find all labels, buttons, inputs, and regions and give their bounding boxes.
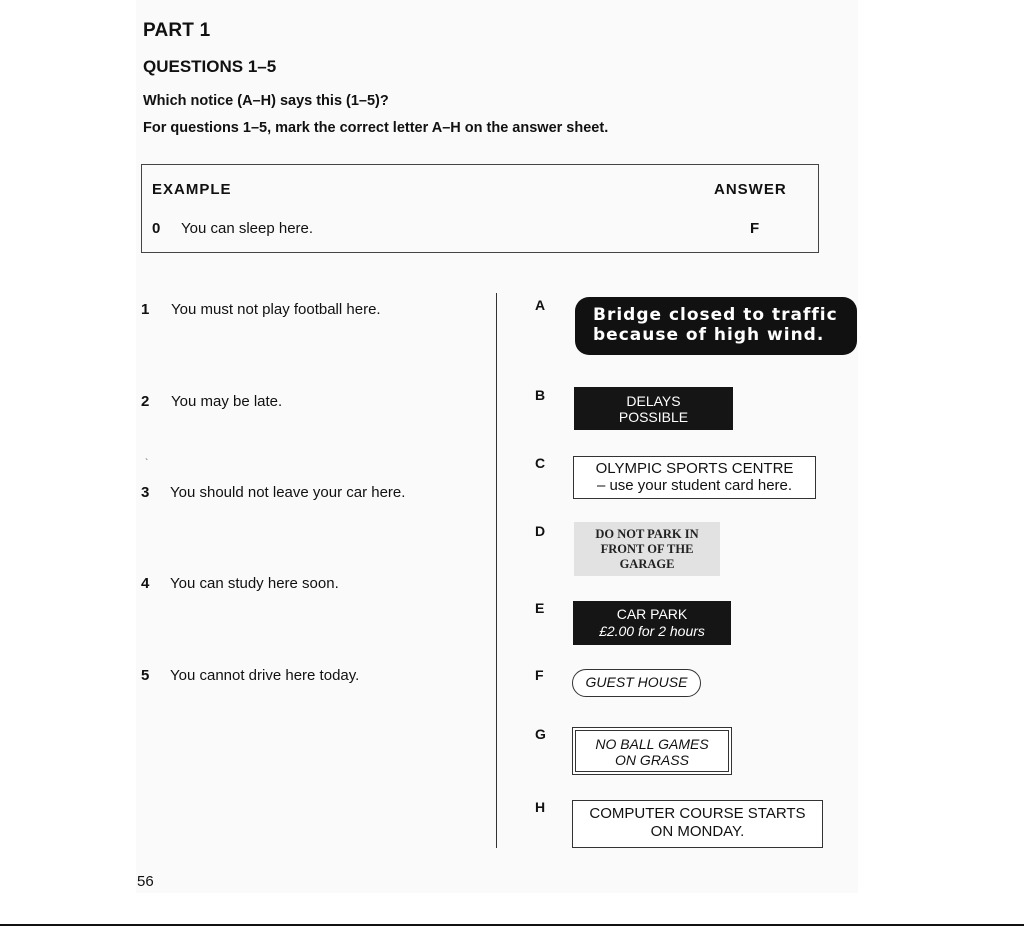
example-answer-header: ANSWER (714, 181, 787, 198)
question-text-3: You should not leave your car here. (170, 484, 406, 501)
notice-h-line-1: COMPUTER COURSE STARTS (589, 805, 806, 822)
part-title: PART 1 (143, 20, 211, 41)
notice-e-line-2: £2.00 for 2 hours (599, 623, 705, 639)
notice-letter-a: A (535, 297, 546, 313)
notice-h-line-2: ON MONDAY. (650, 823, 745, 840)
notice-sign-b (574, 387, 733, 430)
example-title: EXAMPLE (152, 181, 232, 198)
notice-a-line-2: because of high wind. (593, 325, 825, 345)
instruction-line-2: For questions 1–5, mark the correct letter A–H on the answer sheet. (143, 120, 609, 136)
example-number: 0 (152, 220, 161, 237)
questions-title: QUESTIONS 1–5 (143, 57, 277, 76)
notice-d-line-1: DO NOT PARK IN (595, 527, 699, 541)
notice-sign-f (572, 669, 701, 697)
instruction-line-1: Which notice (A–H) says this (1–5)? (143, 93, 389, 109)
question-text-1: You must not play football here. (171, 301, 381, 318)
notice-letter-f: F (535, 667, 544, 683)
example-answer: F (750, 220, 760, 237)
question-number-2: 2 (141, 393, 150, 410)
notice-g-line-1: NO BALL GAMES (595, 736, 709, 752)
notice-e-line-1: CAR PARK (616, 606, 688, 622)
notice-letter-e: E (535, 600, 545, 616)
notice-c-line-1: OLYMPIC SPORTS CENTRE (595, 460, 794, 477)
notice-d-line-3: GARAGE (619, 557, 675, 571)
column-divider (496, 293, 497, 848)
notice-letter-h: H (535, 799, 546, 815)
notice-d-line-2: FRONT OF THE (600, 542, 694, 556)
notice-sign-c (573, 456, 816, 499)
example-box (141, 164, 819, 253)
notice-sign-e (573, 601, 731, 645)
notice-b-line-2: POSSIBLE (618, 409, 689, 425)
notice-letter-g: G (535, 726, 546, 742)
notice-letter-b: B (535, 387, 546, 403)
notice-sign-h (572, 800, 823, 848)
page-number: 56 (137, 873, 154, 890)
stray-mark: ` (145, 458, 149, 469)
notice-b-line-1: DELAYS (626, 393, 681, 409)
notice-letter-d: D (535, 523, 546, 539)
notice-g-line-2: ON GRASS (615, 752, 689, 768)
notice-f-line-1: GUEST HOUSE (585, 674, 688, 690)
question-number-1: 1 (141, 301, 150, 318)
bottom-rule (0, 924, 1024, 926)
question-text-5: You cannot drive here today. (170, 667, 360, 684)
notice-sign-a (575, 297, 857, 355)
question-number-3: 3 (141, 484, 150, 501)
notice-c-line-2: – use your student card here. (596, 477, 793, 494)
example-text: You can sleep here. (181, 220, 314, 237)
notice-letter-c: C (535, 455, 546, 471)
question-number-5: 5 (141, 667, 150, 684)
notice-sign-d (574, 522, 720, 576)
question-text-2: You may be late. (171, 393, 283, 410)
notice-g-inner-frame (575, 730, 729, 772)
question-text-4: You can study here soon. (170, 575, 339, 592)
notice-a-line-1: Bridge closed to traffic (593, 305, 838, 325)
notice-sign-g (572, 727, 732, 775)
question-number-4: 4 (141, 575, 150, 592)
